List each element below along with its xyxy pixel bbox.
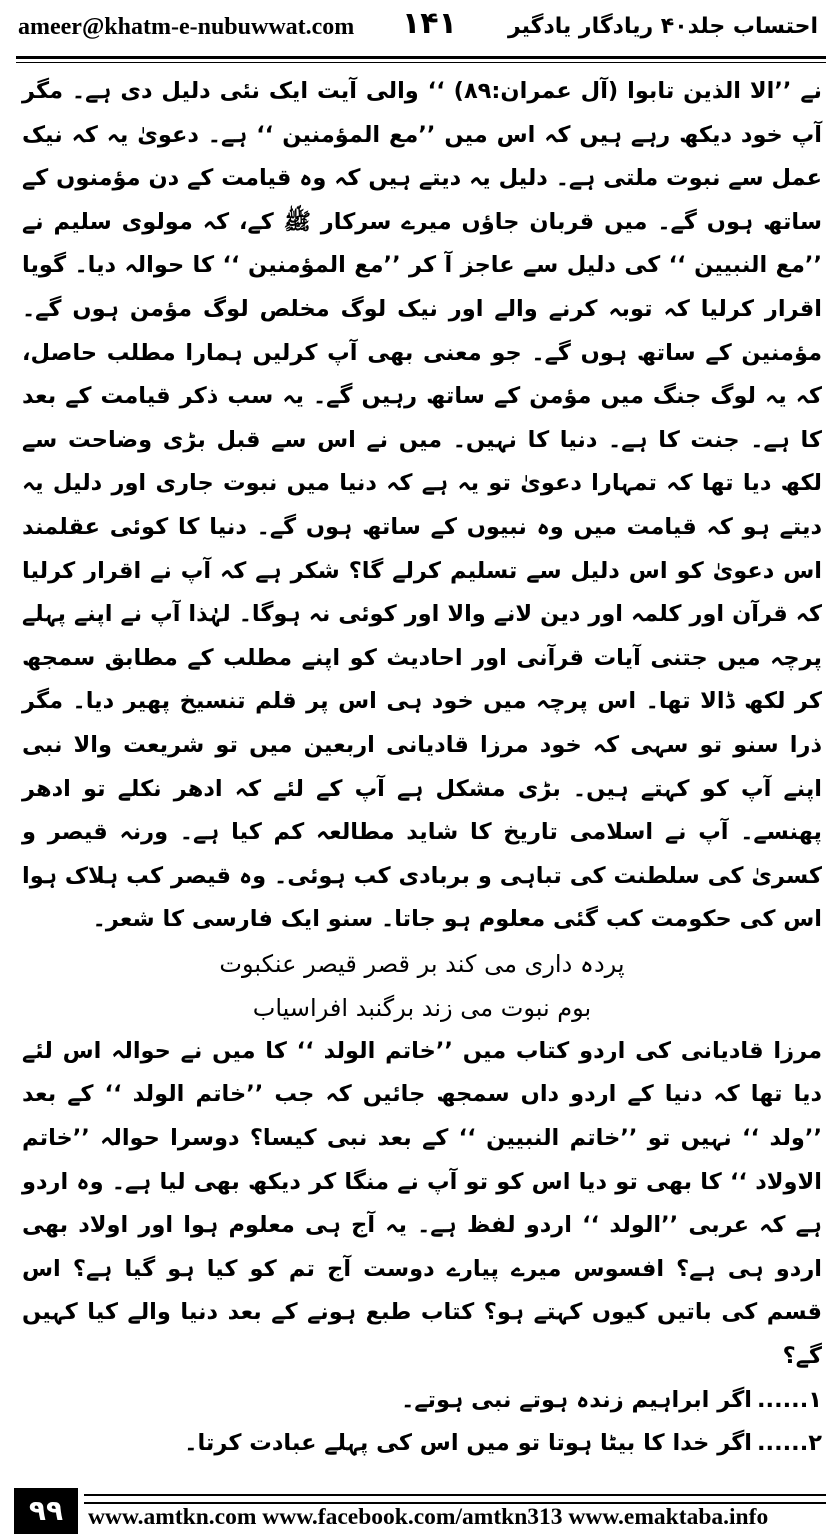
list-item-text: اگر ابراہیم زندہ ہوتے نبی ہوتے۔ [401,1386,752,1413]
list-item [22,1379,822,1423]
header-rule [16,56,826,63]
list-item-number: ۱...... [756,1386,822,1413]
header-email: ameer@khatm-e-nubuwwat.com [18,14,355,40]
paragraph-1: نے ’’الا الذین تابوا (آل عمران:۸۹) ‘‘ والی آیت ایک نئی دلیل دی ہے۔ مگر آپ خود دیکھ رہے ہیں کہ اس میں ’’مع المؤمنین ‘‘ ہے۔ دعویٰ یہ کہ نیک عمل سے نبوت ملتی ہے۔ دلیل یہ دیتے ہیں کہ وہ قیامت کے دن مؤمنوں کے ساتھ ہوں گے۔ میں قربان جاؤں میرے سرکار ﷺ کے، کہ مولوی سلیم نے ’’مع النبیین ‘‘ کی دلیل سے عاجز آ کر ’’مع المؤمنین ‘‘ کا حوالہ دیا۔ گویا اقرار کرلیا کہ توبہ کرنے والے اور نیک لوگ مخلص لوگ مؤمن ہوں گے۔ مؤمنین کے ساتھ ہوں گے۔ جو معنی بھی آپ کرلیں ہمارا مطلب حاصل، کہ یہ لوگ جنگ میں مؤمن کے ساتھ رہیں گے۔ یہ سب ذکر قیامت کے بعد کا ہے۔ جنت کا ہے۔ دنیا کا نہیں۔ میں نے اس سے قبل بڑی وضاحت سے لکھ دیا تھا کہ تمہارا دعویٰ تو یہ ہے کہ دنیا میں نبوت جاری اور دلیل یہ دیتے ہو کہ قیامت میں وہ نبیوں کے ساتھ ہوں گے۔ دنیا کا کوئی عقلمند اس دعویٰ کو اس دلیل سے تسلیم کرلے گا؟ شکر ہے کہ آپ نے اقرار کرلیا کہ قرآن اور کلمہ اور دین لانے والا اور کوئی نہ ہوگا۔ لہٰذا آپ نے اپنے پہلے پرچہ میں جتنی آیات قرآنی اور احادیث کو اپنے مطلب کے مطابق سمجھ کر لکھ ڈالا تھا۔ اس پرچہ میں خود ہی اس پر قلم تنسیخ پھیر دیا۔ مگر ذرا سنو تو سہی کہ خود مرزا قادیانی اربعین میں تو شریعت والا نبی اپنے آپ کو کہتے ہیں۔ بڑی مشکل ہے آپ کے لئے کہ ادھر نکلے تو ادھر پھنسے۔ آپ نے اسلامی تاریخ کا شاید مطالعہ کم کیا ہے۔ ورنہ قیصر و کسریٰ کی سلطنت کی تباہی و بربادی کب ہوئی۔ وہ قیصر کب ہلاک ہوا اس کی حکومت کب گئی معلوم ہو جاتا۔ سنو ایک فارسی کا شعر۔ [22,78,823,933]
footer-folio: ۹۹ [14,1488,78,1534]
header-book-title: احتساب جلد۴۰ ریادگار یادگیر [508,14,818,39]
paragraph-2: مرزا قادیانی کی اردو کتاب میں ’’خاتم الولد ‘‘ کا میں نے حوالہ اس لئے دیا تھا کہ دنیا کے اردو داں سمجھ جائیں کہ جب ’’خاتم الولد ‘‘ کے بعد ’’ولد ‘‘ نہیں تو ’’خاتم النبیین ‘‘ کے بعد نبی کیسا؟ دوسرا حوالہ ’’خاتم الاولاد ‘‘ کا بھی تو دیا اس کو تو آپ نے منگا کر دیکھ بھی لیا ہے۔ وہ اردو ہے کہ عربی ’’الولد ‘‘ اردو لفظ ہے۔ یہ آج ہی معلوم ہوا اور اولاد بھی اردو ہی ہے؟ افسوس میرے پیارے دوست آج تم کو کیا ہو گیا ہے؟ اس قسم کی باتیں کیوں کہتے ہو؟ کتاب طبع ہونے کے بعد دنیا والے کیا کہیں گے؟ [22,1037,822,1370]
list-item-text: اگر خدا کا بیٹا ہوتا تو میں اس کی پہلے عبادت کرتا۔ [184,1430,752,1457]
page-footer [0,1488,840,1540]
footer-rule [84,1494,826,1504]
header-page-number: ۱۴۱ [402,6,457,41]
poem-line-1: پردہ داری می کند بر قصر قیصر عنکبوت [219,949,625,978]
list-item-number: ۲...... [756,1430,822,1457]
poem-line-2: بوم نبوت می زند برگنبد افراسیاب [252,993,592,1022]
page-body [22,70,822,1466]
page-header [0,0,840,62]
footer-urls: www.amtkn.com www.facebook.com/amtkn313 www.emaktaba.info [88,1504,769,1530]
numbered-list [22,1379,822,1466]
list-item [22,1422,822,1466]
